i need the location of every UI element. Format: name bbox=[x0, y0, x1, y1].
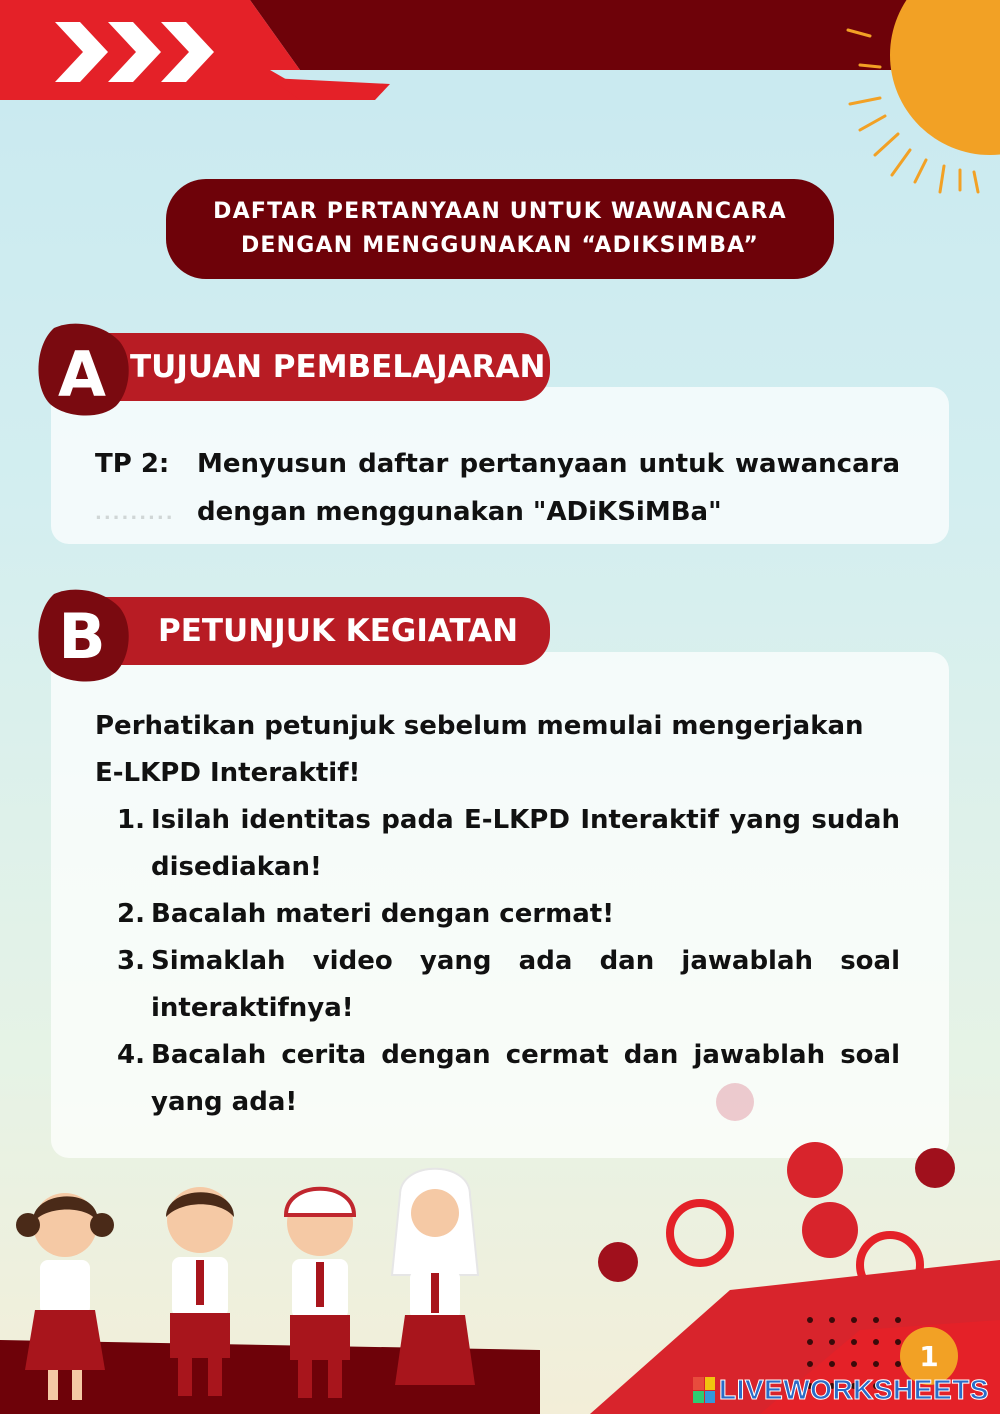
step-number: 4. bbox=[117, 1040, 145, 1070]
step-text: Bacalah materi dengan cermat! bbox=[151, 899, 615, 929]
title-line-2: DENGAN MENGGUNAKAN “ADIKSIMBA” bbox=[240, 233, 760, 258]
step-number: 2. bbox=[117, 899, 145, 929]
page-number: 1 bbox=[900, 1327, 958, 1385]
step-text: Bacalah cerita dengan cermat dan jawablah soal yang ada! bbox=[151, 1040, 900, 1117]
section-b-heading bbox=[90, 597, 550, 665]
students-illustration bbox=[0, 1165, 540, 1414]
tp-label: TP 2: bbox=[95, 449, 170, 479]
step-text: Isilah identitas pada E-LKPD Interaktif yang sudah disediakan! bbox=[151, 805, 900, 882]
step-text: Simaklah video yang ada dan jawablah soal interaktifnya! bbox=[151, 946, 900, 1023]
instructions-intro: Perhatikan petunjuk sebelum memulai mengerjakan E-LKPD Interaktif! bbox=[95, 711, 864, 788]
list-item bbox=[95, 938, 900, 1032]
section-b-heading-text: PETUNJUK KEGIATAN bbox=[158, 613, 519, 649]
title-line-1: DAFTAR PERTANYAAN UNTUK WAWANCARA bbox=[213, 199, 787, 224]
tp-text: Menyusun daftar pertanyaan untuk wawancara dengan menggunakan "ADiKSiMBa" bbox=[197, 449, 900, 527]
student-girl-hijab-icon bbox=[392, 1169, 478, 1385]
dotted-divider: ......... bbox=[95, 503, 175, 524]
step-number: 3. bbox=[117, 946, 145, 976]
list-item bbox=[95, 797, 900, 891]
list-item bbox=[95, 891, 900, 938]
sun-icon bbox=[840, 0, 1000, 200]
page-title bbox=[166, 179, 834, 279]
section-a-heading-text: TUJUAN PEMBELAJARAN bbox=[130, 349, 546, 385]
step-number: 1. bbox=[117, 805, 145, 835]
watermark-text: LIVEWORKSHEETS bbox=[719, 1374, 989, 1405]
student-girl-icon bbox=[16, 1193, 114, 1400]
section-b-letter: B bbox=[58, 599, 106, 673]
section-a-letter: A bbox=[58, 337, 106, 411]
liveworksheets-logo-icon bbox=[693, 1377, 715, 1403]
section-a-heading bbox=[90, 333, 550, 401]
liveworksheets-watermark bbox=[693, 1372, 993, 1408]
